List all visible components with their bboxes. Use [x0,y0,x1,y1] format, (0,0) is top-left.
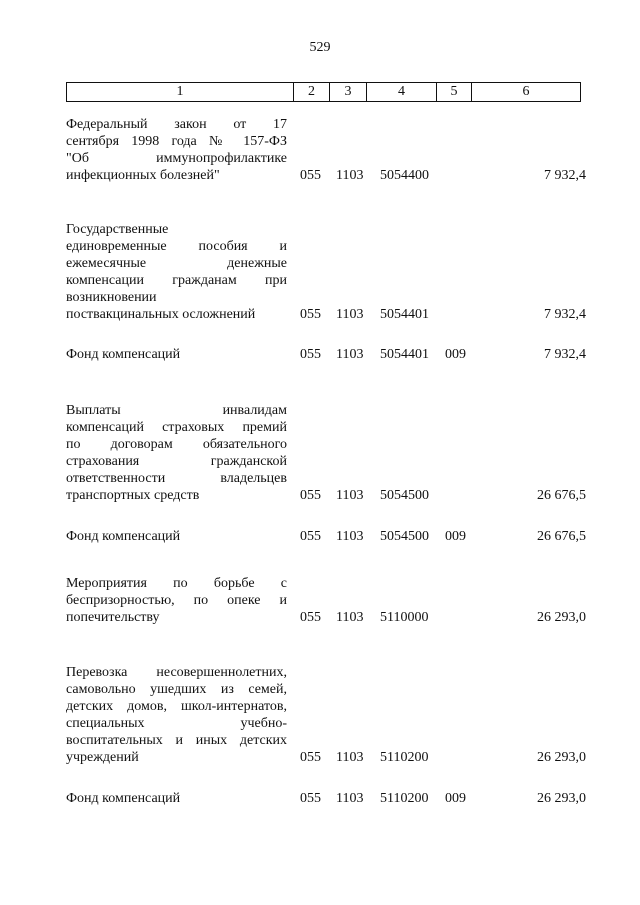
description-line: ежемесячные денежные [66,256,287,271]
row-description [66,575,287,626]
description-line: единовременные пособия и [66,239,287,254]
description-line: страхования гражданской [66,454,287,469]
description-line: Фонд компенсаций [66,529,181,544]
description-line: Государственные [66,222,169,237]
description-line: Перевозка несовершеннолетних, [66,665,287,680]
description-line: возникновении [66,290,157,305]
description-line: транспортных средств [66,488,200,503]
column-header-1: 1 [67,83,294,102]
article-code: 5054401 [380,307,429,322]
column-header-5: 5 [437,83,472,102]
description-line: "Об иммунопрофилактике [66,151,287,166]
description-line: специальных учебно- [66,716,287,731]
page-number: 529 [309,40,331,55]
description-line: компенсации гражданам при [66,273,287,288]
description-line: Федеральный закон от 17 [66,117,287,132]
ministry-code: 055 [300,529,321,544]
description-line: инфекционных болезней" [66,168,220,183]
ministry-code: 055 [300,750,321,765]
section-code: 1103 [336,307,364,322]
article-code: 5110000 [380,610,429,625]
column-header-row [67,83,581,102]
row-description [66,528,287,545]
section-code: 1103 [336,529,364,544]
article-code: 5054401 [380,347,429,362]
amount: 7 932,4 [544,307,586,322]
column-header-4: 4 [367,83,437,102]
row-description [66,790,287,807]
expense-type-code: 009 [445,791,466,806]
ministry-code: 055 [300,347,321,362]
amount: 26 293,0 [537,610,586,625]
section-code: 1103 [336,168,364,183]
section-code: 1103 [336,488,364,503]
amount: 26 676,5 [537,488,586,503]
section-code: 1103 [336,610,364,625]
expense-type-code: 009 [445,347,466,362]
description-line: сентября 1998 года № 157-ФЗ [66,134,287,149]
description-line: Фонд компенсаций [66,791,181,806]
row-description [66,346,287,363]
amount: 26 293,0 [537,750,586,765]
ministry-code: 055 [300,488,321,503]
description-line: ответственности владельцев [66,471,287,486]
article-code: 5054500 [380,488,429,503]
description-line: детских домов, школ-интернатов, [66,699,287,714]
column-header-2: 2 [294,83,330,102]
description-line: поствакцинальных осложнений [66,307,256,322]
column-header-6: 6 [472,83,581,102]
description-line: учреждений [66,750,139,765]
article-code: 5054400 [380,168,429,183]
column-header-table [66,82,581,102]
ministry-code: 055 [300,168,321,183]
ministry-code: 055 [300,307,321,322]
description-line: Мероприятия по борьбе с [66,576,287,591]
ministry-code: 055 [300,610,321,625]
article-code: 5110200 [380,750,429,765]
amount: 7 932,4 [544,347,586,362]
article-code: 5110200 [380,791,429,806]
row-description [66,116,287,184]
description-line: по договорам обязательного [66,437,287,452]
description-line: самовольно ушедших из семей, [66,682,287,697]
description-line: Фонд компенсаций [66,347,181,362]
description-line: компенсаций страховых премий [66,420,287,435]
row-description [66,402,287,504]
amount: 7 932,4 [544,168,586,183]
row-description [66,664,287,766]
description-line: попечительству [66,610,160,625]
description-line: беспризорностью, по опеке и [66,593,287,608]
amount: 26 293,0 [537,791,586,806]
expense-type-code: 009 [445,529,466,544]
section-code: 1103 [336,347,364,362]
article-code: 5054500 [380,529,429,544]
description-line: воспитательных и иных детских [66,733,287,748]
section-code: 1103 [336,750,364,765]
column-header-3: 3 [330,83,367,102]
amount: 26 676,5 [537,529,586,544]
ministry-code: 055 [300,791,321,806]
description-line: Выплаты инвалидам [66,403,287,418]
section-code: 1103 [336,791,364,806]
row-description [66,221,287,323]
